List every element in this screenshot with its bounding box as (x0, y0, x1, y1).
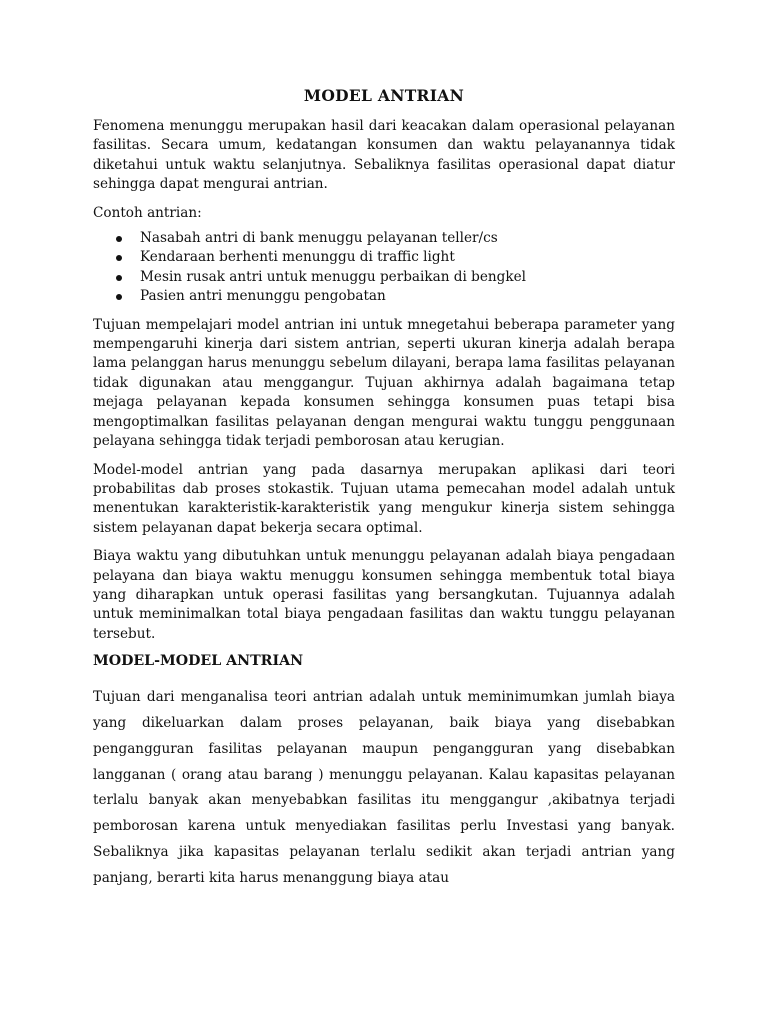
bullet-icon (116, 255, 122, 261)
document-body (93, 86, 675, 892)
list-item (116, 229, 675, 248)
examples-label: Contoh antrian: (93, 204, 202, 221)
list-item (116, 268, 675, 287)
cost-paragraph: Biaya waktu yang dibutuhkan untuk menunggu pelayanan adalah biaya pengadaan pelayana dan biaya waktu menuggu konsumen sehingga membentuk total biaya yang diharapkan untuk operasi fasilitas yang bersangkutan. Tujuannya adalah untuk meminimalkan total biaya pengadaan fasilitas dan waktu tunggu pelayanan tersebut. (93, 548, 675, 642)
bullet-icon (116, 275, 122, 281)
section-paragraph: Tujuan dari menganalisa teori antrian adalah untuk meminimumkan jumlah biaya yang dikeluarkan dalam proses pelayanan, baik biaya yang disebabkan pengangguran fasilitas pelayanan maupun pengangguran yang disebabkan langganan ( orang atau barang ) menunggu pelayanan. Kalau kapasitas pelayanan terlalu banyak akan menyebabkan fasilitas itu menggangur ,akibatnya terjadi pemborosan karena untuk menyediakan fasilitas perlu Investasi yang banyak. Sebaliknya jika kapasitas pelayanan terlalu sedikit akan terjadi antrian yang panjang, berarti kita harus menanggung biaya atau (93, 689, 675, 886)
bullet-icon (116, 236, 122, 242)
intro-paragraph: Fenomena menunggu merupakan hasil dari keacakan dalam operasional pelayanan fasilitas. Secara umum, kedatangan konsumen dan waktu pelayanannya tidak diketahui untuk waktu selanjutnya. Sebaliknya fasilitas operasional dapat diatur sehingga dapat mengurai antrian. (93, 118, 675, 193)
list-item (116, 248, 675, 267)
bullet-icon (116, 294, 122, 300)
list-item (116, 287, 675, 306)
list-item-text: Kendaraan berhenti menunggu di traffic light (140, 249, 455, 266)
page-title: MODEL ANTRIAN (303, 86, 465, 105)
list-item-text: Mesin rusak antri untuk menuggu perbaikan di bengkel (140, 268, 526, 285)
section-heading: MODEL-MODEL ANTRIAN (93, 653, 304, 670)
list-item-text: Pasien antri menunggu pengobatan (140, 288, 386, 305)
examples-list (93, 229, 675, 307)
models-paragraph: Model-model antrian yang pada dasarnya merupakan aplikasi dari teori probabilitas dab proses stokastik. Tujuan utama pemecahan model adalah untuk menentukan karakteristik-karakteristik yang mengukur kinerja sistem sehingga sistem pelayanan dapat bekerja secara optimal. (93, 461, 675, 536)
goal-paragraph: Tujuan mempelajari model antrian ini untuk mnegetahui beberapa parameter yang mempengaruhi kinerja dari sistem antrian, seperti ukuran kinerja adalah berapa lama pelanggan harus menunggu sebelum dilayani, berapa lama fasilitas pelayanan tidak digunakan atau menggangur. Tujuan akhirnya adalah bagaimana tetap mejaga pelayanan kepada konsumen sehingga konsumen puas tetapi bisa mengoptimalkan fasilitas pelayanan dengan mengurai waktu tunggu penggunaan pelayana sehingga tidak terjadi pemborosan atau kerugian. (93, 316, 675, 450)
list-item-text: Nasabah antri di bank menuggu pelayanan teller/cs (140, 230, 498, 247)
